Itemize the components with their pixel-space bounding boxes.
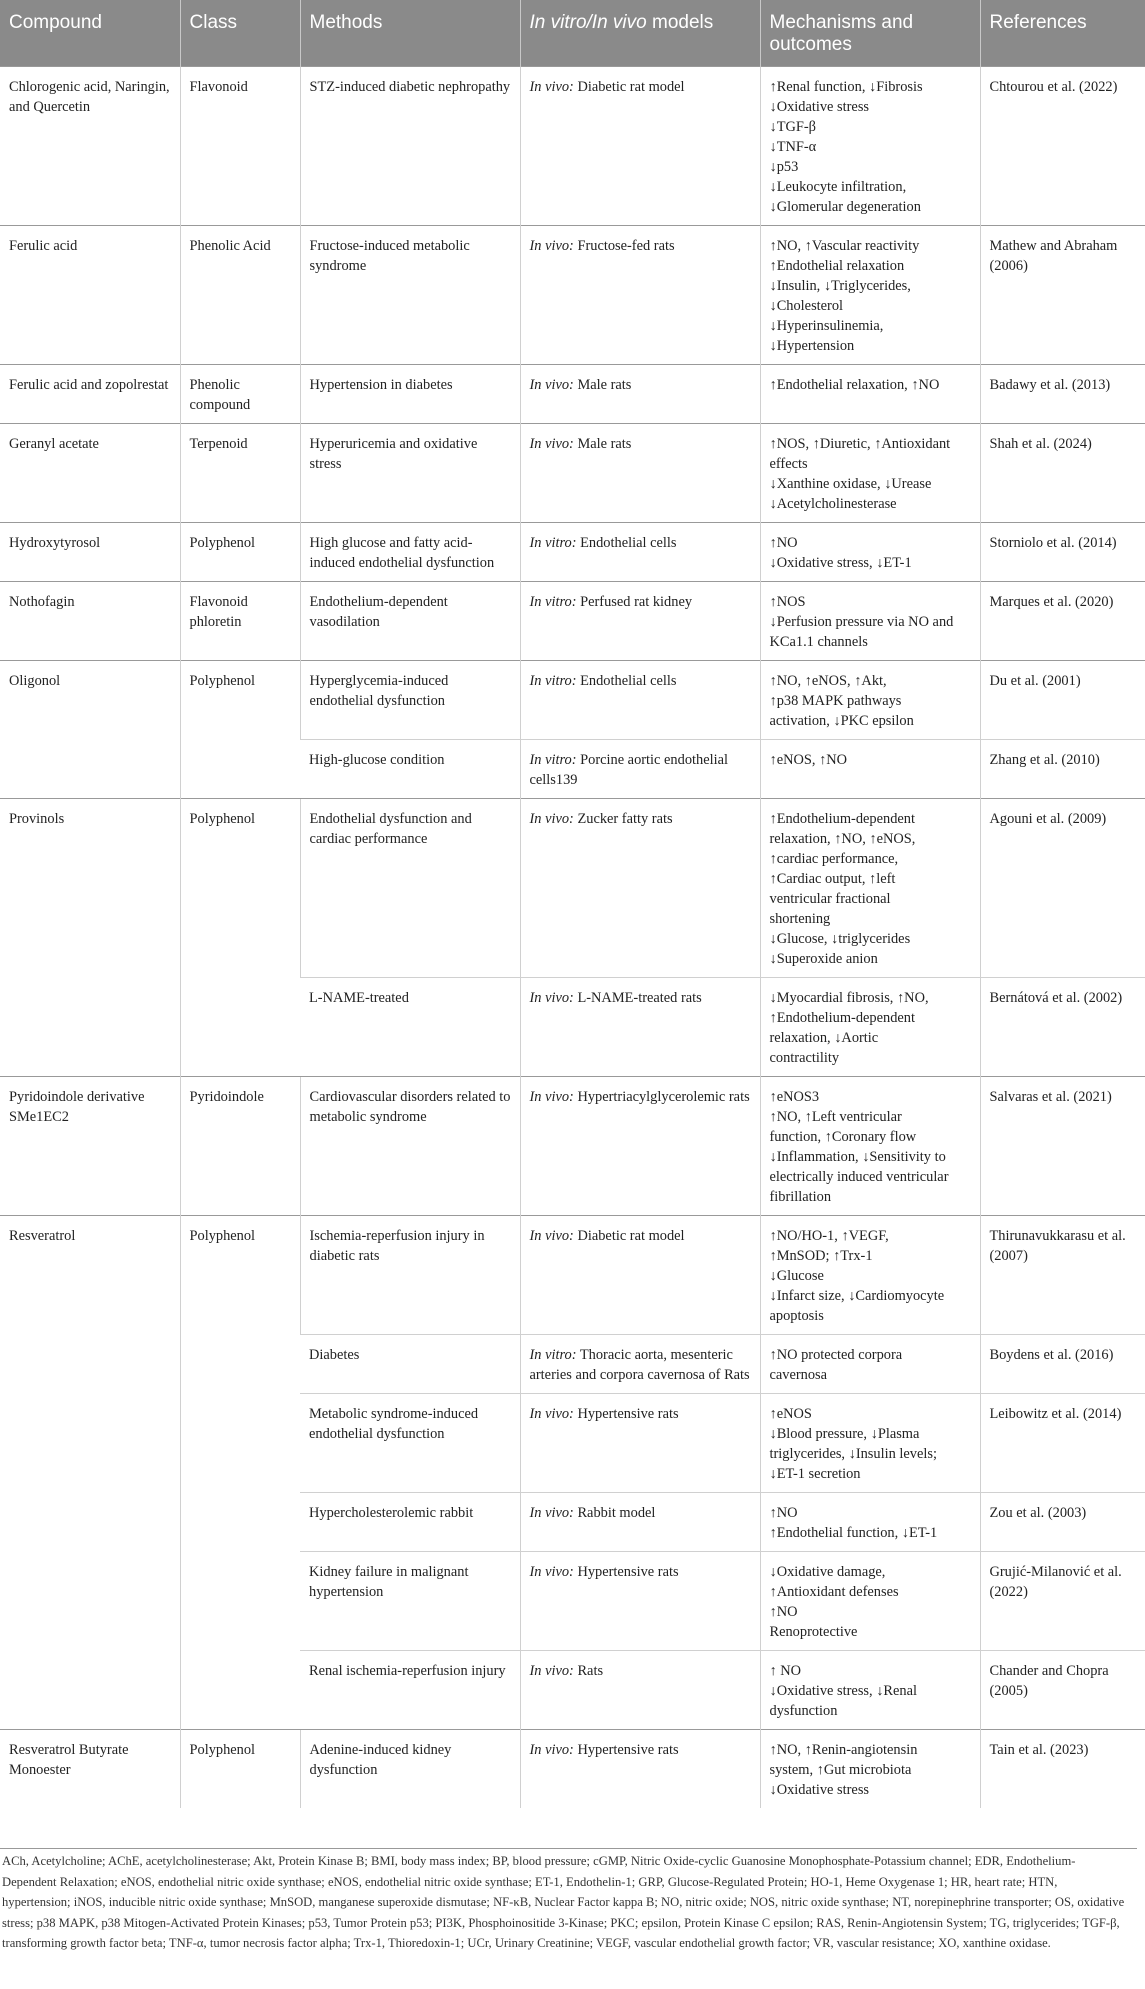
model-desc: Male rats (573, 377, 632, 393)
model-desc: Diabetic rat model (573, 79, 685, 95)
method-cell: Metabolic syndrome-induced endothelial dysfunction (300, 1394, 520, 1493)
outcome-line: ↓Oxidative stress (769, 99, 870, 115)
outcome-line: ↓Myocardial fibrosis, ↑NO, (769, 990, 929, 1006)
outcomes-cell (760, 740, 980, 799)
reference-cell: Chander and Chopra (2005) (980, 1651, 1145, 1730)
method-cell: Hypertension in diabetes (300, 365, 520, 424)
outcome-line: ↑Endothelium-dependent (769, 811, 915, 827)
outcomes-cell (760, 1077, 980, 1216)
outcomes-cell (760, 523, 980, 582)
method-cell: Hyperuricemia and oxidative stress (300, 424, 520, 523)
outcome-line: ↓TGF-β (769, 119, 816, 135)
class-cell: Phenolic Acid (180, 226, 300, 365)
header-compound: Compound (0, 0, 180, 67)
outcome-line: ↑NO, ↑eNOS, ↑Akt, (769, 673, 887, 689)
outcome-line: ↑ NO (769, 1663, 802, 1679)
outcome-line: ↑cardiac performance, (769, 851, 899, 867)
header-models-italic: In vitro/In vivo (529, 12, 647, 33)
outcomes-cell (760, 799, 980, 978)
method-cell: L-NAME-treated (300, 978, 520, 1077)
header-models (520, 0, 760, 67)
outcomes-cell (760, 582, 980, 661)
outcome-line: function, ↑Coronary flow (769, 1129, 917, 1145)
outcome-line: ↓Oxidative stress, ↓ET-1 (769, 555, 912, 571)
outcome-line: ↓Cholesterol (769, 298, 844, 314)
compound-cell: Chlorogenic acid, Naringin, and Quercetin (0, 67, 180, 226)
outcome-line: ↓Inflammation, ↓Sensitivity to (769, 1149, 946, 1165)
table-row (0, 226, 1145, 365)
model-type: In vivo: (529, 811, 574, 827)
outcome-line: ↓Oxidative damage, (769, 1564, 886, 1580)
method-cell: Endothelium-dependent vasodilation (300, 582, 520, 661)
outcome-line: ↓Leukocyte infiltration, (769, 179, 907, 195)
class-cell: Polyphenol (180, 523, 300, 582)
class-cell: Flavonoid phloretin (180, 582, 300, 661)
outcome-line: fibrillation (769, 1189, 832, 1205)
outcome-line: ↓Insulin, ↓Triglycerides, (769, 278, 911, 294)
method-cell: Diabetes (300, 1335, 520, 1394)
header-models-rest: models (646, 12, 714, 33)
outcome-line: ↑eNOS, ↑NO (769, 752, 848, 768)
reference-cell: Leibowitz et al. (2014) (980, 1394, 1145, 1493)
model-type: In vivo: (529, 1406, 574, 1422)
outcome-line: ↑eNOS (769, 1406, 812, 1422)
outcome-line: ↓Oxidative stress (769, 1782, 870, 1798)
class-cell: Polyphenol (180, 1216, 300, 1730)
model-desc: Porcine aortic endothelial cells139 (529, 752, 728, 788)
outcome-line: electrically induced ventricular (769, 1169, 949, 1185)
outcome-line: contractility (769, 1050, 840, 1066)
outcome-line: ↑Renal function, ↓Fibrosis (769, 79, 923, 95)
model-desc: Zucker fatty rats (573, 811, 673, 827)
reference-cell: Storniolo et al. (2014) (980, 523, 1145, 582)
outcomes-cell (760, 67, 980, 226)
outcome-line: apoptosis (769, 1308, 824, 1324)
model-type: In vivo: (529, 1505, 574, 1521)
model-desc: Male rats (573, 436, 632, 452)
outcome-line: ↑Endothelial relaxation (769, 258, 905, 274)
outcomes-cell (760, 1493, 980, 1552)
outcome-line: cavernosa (769, 1367, 828, 1383)
model-desc: Thoracic aorta, mesenteric arteries and corpora cavernosa of Rats (529, 1347, 750, 1383)
compound-cell: Ferulic acid (0, 226, 180, 365)
table-row (0, 365, 1145, 424)
table-row (0, 582, 1145, 661)
outcome-line: ↑NOS (769, 594, 806, 610)
outcome-line: ↓Hypertension (769, 338, 855, 354)
table-row (0, 424, 1145, 523)
method-cell: Renal ischemia-reperfusion injury (300, 1651, 520, 1730)
class-cell: Polyphenol (180, 1730, 300, 1809)
model-desc: Endothelial cells (576, 673, 677, 689)
compound-cell: Resveratrol (0, 1216, 180, 1730)
method-cell: Fructose-induced metabolic syndrome (300, 226, 520, 365)
reference-cell: Badawy et al. (2013) (980, 365, 1145, 424)
outcome-line: triglycerides, ↓Insulin levels; (769, 1446, 937, 1462)
model-cell (520, 1216, 760, 1335)
table-header (0, 0, 1145, 67)
reference-cell: Du et al. (2001) (980, 661, 1145, 740)
model-desc: Fructose-fed rats (573, 238, 675, 254)
outcome-line: relaxation, ↑NO, ↑eNOS, (769, 831, 916, 847)
compound-cell: Geranyl acetate (0, 424, 180, 523)
outcome-line: ↑NO, ↑Vascular reactivity (769, 238, 920, 254)
compound-cell: Nothofagin (0, 582, 180, 661)
model-cell (520, 67, 760, 226)
compound-cell: Provinols (0, 799, 180, 1077)
outcome-line: ↓Blood pressure, ↓Plasma (769, 1426, 920, 1442)
outcome-line: relaxation, ↓Aortic (769, 1030, 879, 1046)
model-desc: Hypertensive rats (573, 1742, 679, 1758)
outcome-line: ↑eNOS3 (769, 1089, 820, 1105)
reference-cell: Agouni et al. (2009) (980, 799, 1145, 978)
compound-cell: Oligonol (0, 661, 180, 799)
outcome-line: ↓p53 (769, 159, 799, 175)
outcome-line: ↑Endothelial relaxation, ↑NO (769, 377, 940, 393)
outcome-line: ↑Endothelial function, ↓ET-1 (769, 1525, 938, 1541)
outcome-line: ↑NO protected corpora (769, 1347, 903, 1363)
method-cell: Hypercholesterolemic rabbit (300, 1493, 520, 1552)
outcomes-cell (760, 1394, 980, 1493)
model-type: In vivo: (529, 1564, 574, 1580)
model-desc: Perfused rat kidney (576, 594, 693, 610)
model-cell (520, 740, 760, 799)
outcome-line: activation, ↓PKC epsilon (769, 713, 914, 729)
model-type: In vitro: (529, 594, 577, 610)
model-cell (520, 1077, 760, 1216)
outcome-line: system, ↑Gut microbiota (769, 1762, 912, 1778)
model-cell (520, 1394, 760, 1493)
class-cell: Flavonoid (180, 67, 300, 226)
model-cell (520, 1493, 760, 1552)
method-cell: Kidney failure in malignant hypertension (300, 1552, 520, 1651)
outcome-line: ↑NO, ↑Renin-angiotensin (769, 1742, 918, 1758)
model-type: In vivo: (529, 238, 574, 254)
outcome-line: ↓Acetylcholinesterase (769, 496, 897, 512)
outcome-line: ↓Glucose (769, 1268, 824, 1284)
compound-cell: Ferulic acid and zopolrestat (0, 365, 180, 424)
header-references: References (980, 0, 1145, 67)
reference-cell: Salvaras et al. (2021) (980, 1077, 1145, 1216)
outcome-line: ↓Glucose, ↓triglycerides (769, 931, 911, 947)
method-cell: STZ-induced diabetic nephropathy (300, 67, 520, 226)
model-cell (520, 799, 760, 978)
outcome-line: ↑p38 MAPK pathways (769, 693, 902, 709)
model-cell (520, 523, 760, 582)
outcomes-cell (760, 1552, 980, 1651)
method-cell: Cardiovascular disorders related to metabolic syndrome (300, 1077, 520, 1216)
outcome-line: ↓Perfusion pressure via NO and KCa1.1 channels (769, 614, 954, 650)
outcomes-cell (760, 1730, 980, 1809)
model-desc: Hypertensive rats (573, 1564, 679, 1580)
model-desc: Endothelial cells (576, 535, 677, 551)
outcome-line: ↑NO/HO-1, ↑VEGF, (769, 1228, 889, 1244)
reference-cell: Shah et al. (2024) (980, 424, 1145, 523)
model-cell (520, 1651, 760, 1730)
table-row (0, 523, 1145, 582)
reference-cell: Boydens et al. (2016) (980, 1335, 1145, 1394)
model-type: In vivo: (529, 377, 574, 393)
table-row (0, 661, 1145, 740)
model-type: In vivo: (529, 436, 574, 452)
model-cell (520, 365, 760, 424)
outcome-line: ↑NOS, ↑Diuretic, ↑Antioxidant effects (769, 436, 951, 472)
model-cell (520, 1730, 760, 1809)
reference-cell: Marques et al. (2020) (980, 582, 1145, 661)
model-desc: Rabbit model (573, 1505, 656, 1521)
method-cell: High glucose and fatty acid-induced endothelial dysfunction (300, 523, 520, 582)
table-row (0, 1730, 1145, 1809)
reference-cell: Chtourou et al. (2022) (980, 67, 1145, 226)
outcome-line: dysfunction (769, 1703, 838, 1719)
reference-cell: Bernátová et al. (2002) (980, 978, 1145, 1077)
class-cell: Polyphenol (180, 661, 300, 799)
outcome-line: ↓ET-1 secretion (769, 1466, 861, 1482)
model-cell (520, 661, 760, 740)
model-type: In vivo: (529, 1663, 574, 1679)
table-row (0, 1216, 1145, 1335)
model-cell (520, 582, 760, 661)
model-type: In vivo: (529, 990, 574, 1006)
outcome-line: ↑Endothelium-dependent (769, 1010, 915, 1026)
header-mechanisms: Mechanisms and outcomes (760, 0, 980, 67)
outcomes-cell (760, 1216, 980, 1335)
model-desc: Rats (573, 1663, 604, 1679)
outcome-line: ↓TNF-α (769, 139, 817, 155)
class-cell: Pyridoindole (180, 1077, 300, 1216)
model-desc: Diabetic rat model (573, 1228, 685, 1244)
class-cell: Polyphenol (180, 799, 300, 1077)
class-cell: Terpenoid (180, 424, 300, 523)
outcomes-cell (760, 978, 980, 1077)
outcomes-cell (760, 424, 980, 523)
outcome-line: ↓Xanthine oxidase, ↓Urease (769, 476, 932, 492)
abbreviations-footnote: ACh, Acetylcholine; AChE, acetylcholinesterase; Akt, Protein Kinase B; BMI, body mass index; BP, blood pressure; cGMP, Nitric Oxide-cyclic Guanosine Monophosphate-Potassium channel; EDR, Endothelium-Dependent Relaxation; eNOS, endothelial nitric oxide synthase; eNOS, endothelial nitric oxide synthase; ET-1, Endothelin-1; GRP, Glucose-Regulated Protein; HO-1, Heme Oxygenase 1; HR, heart rate; HTN, hypertension; iNOS, inducible nitric oxide synthase; MnSOD, manganese superoxide dismutase; NF-κB, Nuclear Factor kappa B; NO, nitric oxide; NOS, nitric oxide synthase; NT, norepinephrine transporter; OS, oxidative stress; p38 MAPK, p38 Mitogen-Activated Protein Kinases; p53, Tumor Protein p53; PI3K, Phosphoinositide 3-Kinase; PKC; epsilon, Protein Kinase C epsilon; RAS, Renin-Angiotensin System; TG, triglycerides; TGF-β, transforming growth factor beta; TNF-α, tumor necrosis factor alpha; Trx-1, Thioredoxin-1; UCr, Urinary Creatinine; VEGF, vascular endothelial growth factor; VR, vascular resistance; XO, xanthine oxidase. (0, 1848, 1137, 1954)
model-type: In vivo: (529, 79, 574, 95)
table-row (0, 67, 1145, 226)
outcome-line: ↓Superoxide anion (769, 951, 878, 967)
method-cell: Ischemia-reperfusion injury in diabetic rats (300, 1216, 520, 1335)
outcome-line: Renoprotective (769, 1624, 858, 1640)
outcomes-cell (760, 1651, 980, 1730)
model-desc: Hypertensive rats (573, 1406, 679, 1422)
model-desc: L-NAME-treated rats (573, 990, 702, 1006)
model-type: In vivo: (529, 1742, 574, 1758)
reference-cell: Mathew and Abraham (2006) (980, 226, 1145, 365)
table-row (0, 1077, 1145, 1216)
model-cell (520, 1335, 760, 1394)
method-cell: Hyperglycemia-induced endothelial dysfunction (300, 661, 520, 740)
model-cell (520, 978, 760, 1077)
reference-cell: Tain et al. (2023) (980, 1730, 1145, 1809)
outcome-line: ↑NO (769, 535, 798, 551)
model-cell (520, 226, 760, 365)
reference-cell: Zhang et al. (2010) (980, 740, 1145, 799)
outcome-line: ↑Antioxidant defenses (769, 1584, 899, 1600)
header-class: Class (180, 0, 300, 67)
model-desc: Hypertriacylglycerolemic rats (573, 1089, 750, 1105)
method-cell: Adenine-induced kidney dysfunction (300, 1730, 520, 1809)
outcome-line: ↑MnSOD; ↑Trx-1 (769, 1248, 873, 1264)
method-cell: Endothelial dysfunction and cardiac performance (300, 799, 520, 978)
model-type: In vitro: (529, 1347, 577, 1363)
outcomes-cell (760, 226, 980, 365)
outcomes-cell (760, 1335, 980, 1394)
model-type: In vitro: (529, 673, 577, 689)
model-type: In vitro: (529, 535, 577, 551)
reference-cell: Thirunavukkarasu et al. (2007) (980, 1216, 1145, 1335)
model-cell (520, 1552, 760, 1651)
outcome-line: ↑NO (769, 1505, 798, 1521)
outcome-line: ↑NO (769, 1604, 798, 1620)
outcome-line: shortening (769, 911, 831, 927)
outcomes-cell (760, 365, 980, 424)
outcome-line: ↓Infarct size, ↓Cardiomyocyte (769, 1288, 945, 1304)
model-type: In vivo: (529, 1089, 574, 1105)
method-cell: High-glucose condition (300, 740, 520, 799)
table-row (0, 799, 1145, 978)
compound-cell: Resveratrol Butyrate Monoester (0, 1730, 180, 1809)
model-type: In vivo: (529, 1228, 574, 1244)
compound-cell: Pyridoindole derivative SMe1EC2 (0, 1077, 180, 1216)
outcome-line: ↓Oxidative stress, ↓Renal (769, 1683, 917, 1699)
model-type: In vitro: (529, 752, 577, 768)
outcome-line: ↓Glomerular degeneration (769, 199, 921, 215)
reference-cell: Grujić-Milanović et al. (2022) (980, 1552, 1145, 1651)
class-cell: Phenolic compound (180, 365, 300, 424)
outcome-line: ventricular fractional (769, 891, 891, 907)
reference-cell: Zou et al. (2003) (980, 1493, 1145, 1552)
outcomes-cell (760, 661, 980, 740)
outcome-line: ↑Cardiac output, ↑left (769, 871, 896, 887)
outcome-line: ↓Hyperinsulinemia, (769, 318, 884, 334)
header-methods: Methods (300, 0, 520, 67)
outcome-line: ↑NO, ↑Left ventricular (769, 1109, 902, 1125)
table-body (0, 67, 1145, 1809)
compound-cell: Hydroxytyrosol (0, 523, 180, 582)
model-cell (520, 424, 760, 523)
